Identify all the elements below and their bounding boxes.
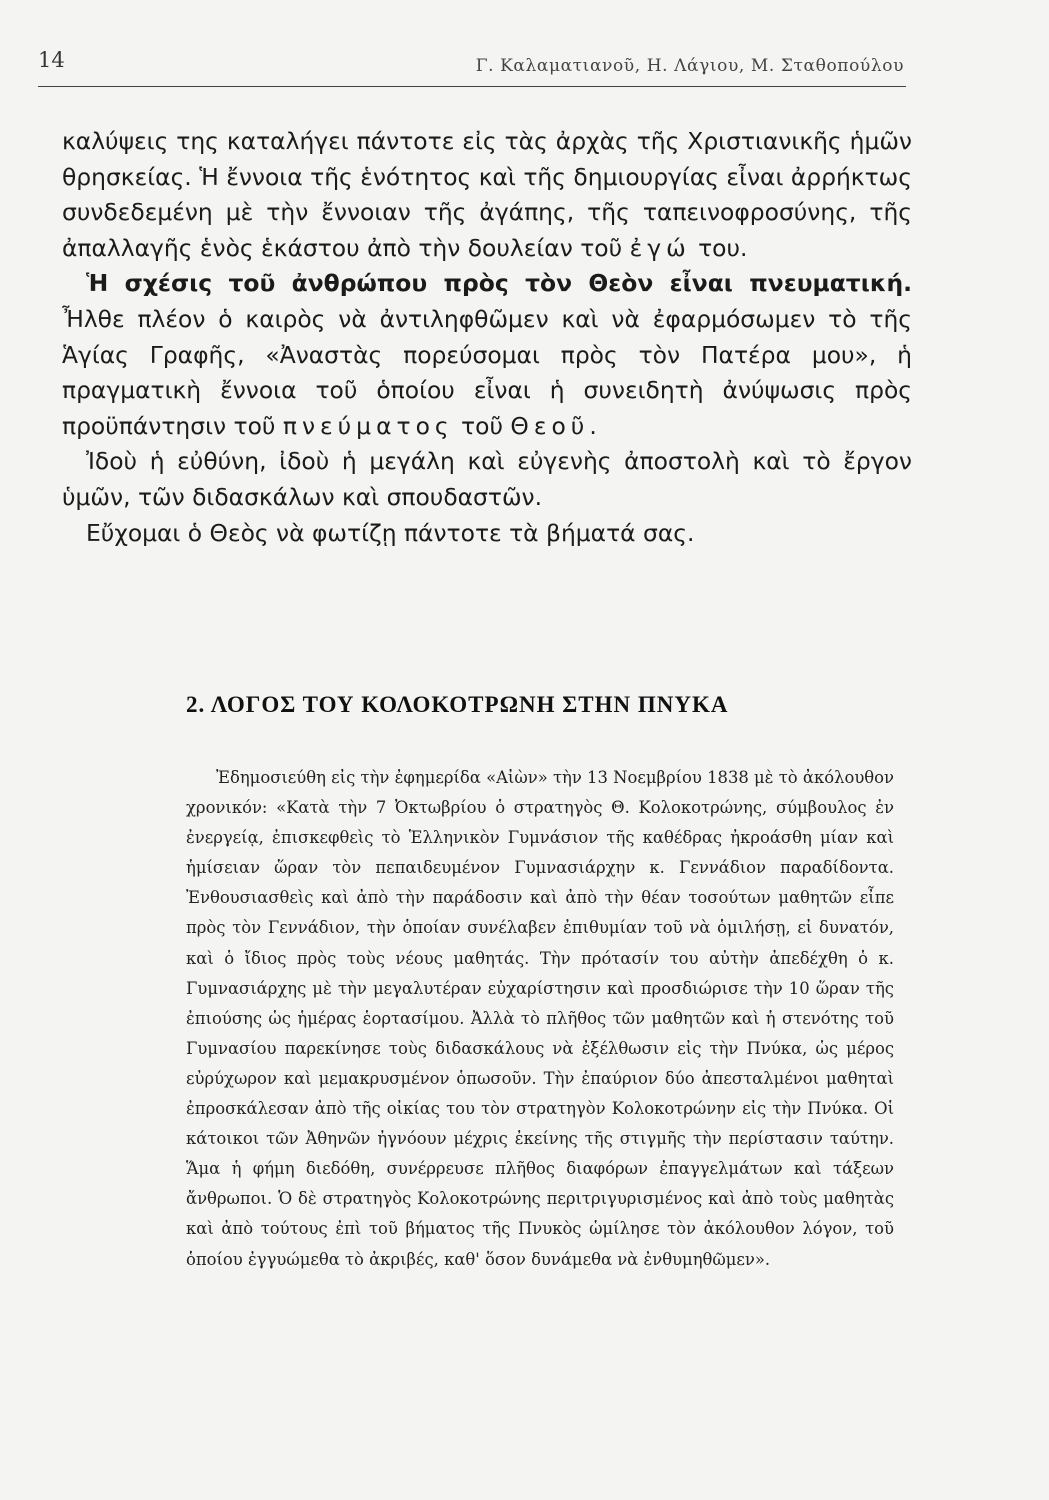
intro-paragraph-4: Εὔχομαι ὁ Θεὸς νὰ φωτίζῃ πάντοτε τὰ βήματά σας. [86,518,695,547]
section-heading: 2. ΛΟΓΟΣ ΤΟΥ ΚΟΛΟΚΟΤΡΩΝΗ ΣΤΗΝ ΠΝΥΚΑ [186,692,729,717]
intro-paragraph-1-end: του. [698,233,748,262]
intro-paragraph-1 [62,124,912,266]
article-paragraph: Ἐδημοσιεύθη εἰς τὴν ἐφημερίδα «Αἰὼν» τὴν 13 Νοεμβρίου 1838 μὲ τὸ ἀκόλουθον χρονικόν: «Κατὰ τὴν 7 Ὀκτωβρίου ὁ στρατηγὸς Θ. Κολοκοτρώνης, σύμβουλος ἐν ἐνεργείᾳ, ἐπισκεφθεὶς τὸ Ἑλληνικὸν Γυμνάσιον τῆς καθέδρας ἠκροάσθη μίαν καὶ ἡμίσειαν ὥραν τὸν πεπαιδευμένον Γυμνασιάρχην κ. Γεννάδιον παραδίδοντα. Ἐνθουσιασθεὶς καὶ ἀπὸ τὴν παράδοσιν καὶ ἀπὸ τὴν θέαν τοσούτων μαθητῶν εἶπε πρὸς τὸν Γεννάδιον, τὴν ὁποίαν συνέλαβεν ἐπιθυμίαν τοῦ νὰ ὁμιλήσῃ, εἰ δυνατόν, καὶ ὁ ἴδιος πρὸς τοὺς νέους μαθητάς. Τὴν πρότασίν του αὐτὴν ἀπεδέχθη ὁ κ. Γυμνασιάρχης μὲ τὴν μεγαλυτέραν εὐχαρίστησιν καὶ προσδιώρισε τὴν 10 ὥραν τῆς ἐπιούσης ὡς ἡμέρας ἑορτασίμου. Ἀλλὰ τὸ πλῆθος τῶν μαθητῶν καὶ ἡ στενότης τοῦ Γυμνασίου παρεκίνησε τοὺς διδασκάλους νὰ ἐξέλθωσιν εἰς τὴν Πνύκα, ὡς μέρος εὐρύχωρον καὶ μεμακρυσμένον ὁπωσοῦν. Τὴν ἐπαύριον δύο ἀπεσταλμένοι μαθηταὶ ἐπροσκάλεσαν ἀπὸ τῆς οἰκίας του τὸν στρατηγὸν Κολοκοτρώνην εἰς τὴν Πνύκα. Οἱ κάτοικοι τῶν Ἀθηνῶν ἠγνόουν μέχρις ἐκείνης τῆς στιγμῆς τὴν περίστασιν ταύτην. Ἅμα ἡ φήμη διεδόθη, συνέρρευσε πλῆθος διαφόρων ἐπαγγελμάτων καὶ τάξεων ἄνθρωποι. Ὁ δὲ στρατηγὸς Κολοκοτρώνης περιτριγυρισμένος καὶ ἀπὸ τοὺς μαθητὰς καὶ ἀπὸ τούτους ἐπὶ τοῦ βήματος τῆς Πνυκὸς ὡμίλησε τὸν ἀκόλουθον λόγον, τοῦ ὁποίου ἐγγυώμεθα τὸ ἀκριβές, καθ' ὅσον δυνάμεθα νὰ ἐνθυμηθῶμεν». [186,768,894,1269]
intro-paragraph-2-text: Ἦλθε πλέον ὁ καιρὸς νὰ ἀντιληφθῶμεν καὶ νὰ ἐφαρμόσωμεν τὸ τῆς Ἁγίας Γραφῆς, «Ἀναστὰς πορεύσομαι πρὸς τὸν Πατέρα μου», ἡ πραγματικὴ ἔννοια τοῦ ὁποίου εἶναι ἡ συνειδητὴ ἀνύψωσις πρὸς προϋπάντησιν τοῦ [62,304,912,440]
running-header [38,46,906,87]
header-authors: Γ. Καλαματιανοῦ, Η. Λάγιου, Μ. Σταθοπούλου [475,56,904,76]
spaced-word-theou: Θεοῦ. [510,411,602,440]
intro-paragraph-1-text: καλύψεις της καταλήγει πάντοτε εἰς τὰς ἀρχὰς τῆς Χριστιανικῆς ἡμῶν θρησκείας. Ἡ ἔννοια τῆς ἑνότητος καὶ τῆς δημιουργίας εἶναι ἀρρήκτως συνδεδεμένη μὲ τὴν ἔννοιαν τῆς ἀγάπης, τῆς ταπεινοφροσύνης, τῆς ἀπαλλαγῆς ἑνὸς ἑκάστου ἀπὸ τὴν δουλείαν τοῦ [62,127,912,262]
intro-paragraph-2-lead: Ἡ σχέσις τοῦ ἀνθρώπου πρὸς τὸν Θεὸν εἶναι πνευματική. [86,269,912,298]
intro-text-block [62,124,912,551]
intro-paragraph-3: Ἰδοὺ ἡ εὐθύνη, ἰδοὺ ἡ μεγάλη καὶ εὐγενὴς ἀποστολὴ καὶ τὸ ἔργον ὑμῶν, τῶν διδασκάλων καὶ σπουδαστῶν. [62,447,912,511]
page-number: 14 [38,48,65,72]
spaced-word-ego: ἐγώ [629,233,691,262]
intro-paragraph-2-mid: τοῦ [461,411,503,440]
intro-paragraph-2 [62,266,912,444]
spaced-word-pneumatos: πνεύματος [282,411,454,440]
article-body [186,763,894,1275]
